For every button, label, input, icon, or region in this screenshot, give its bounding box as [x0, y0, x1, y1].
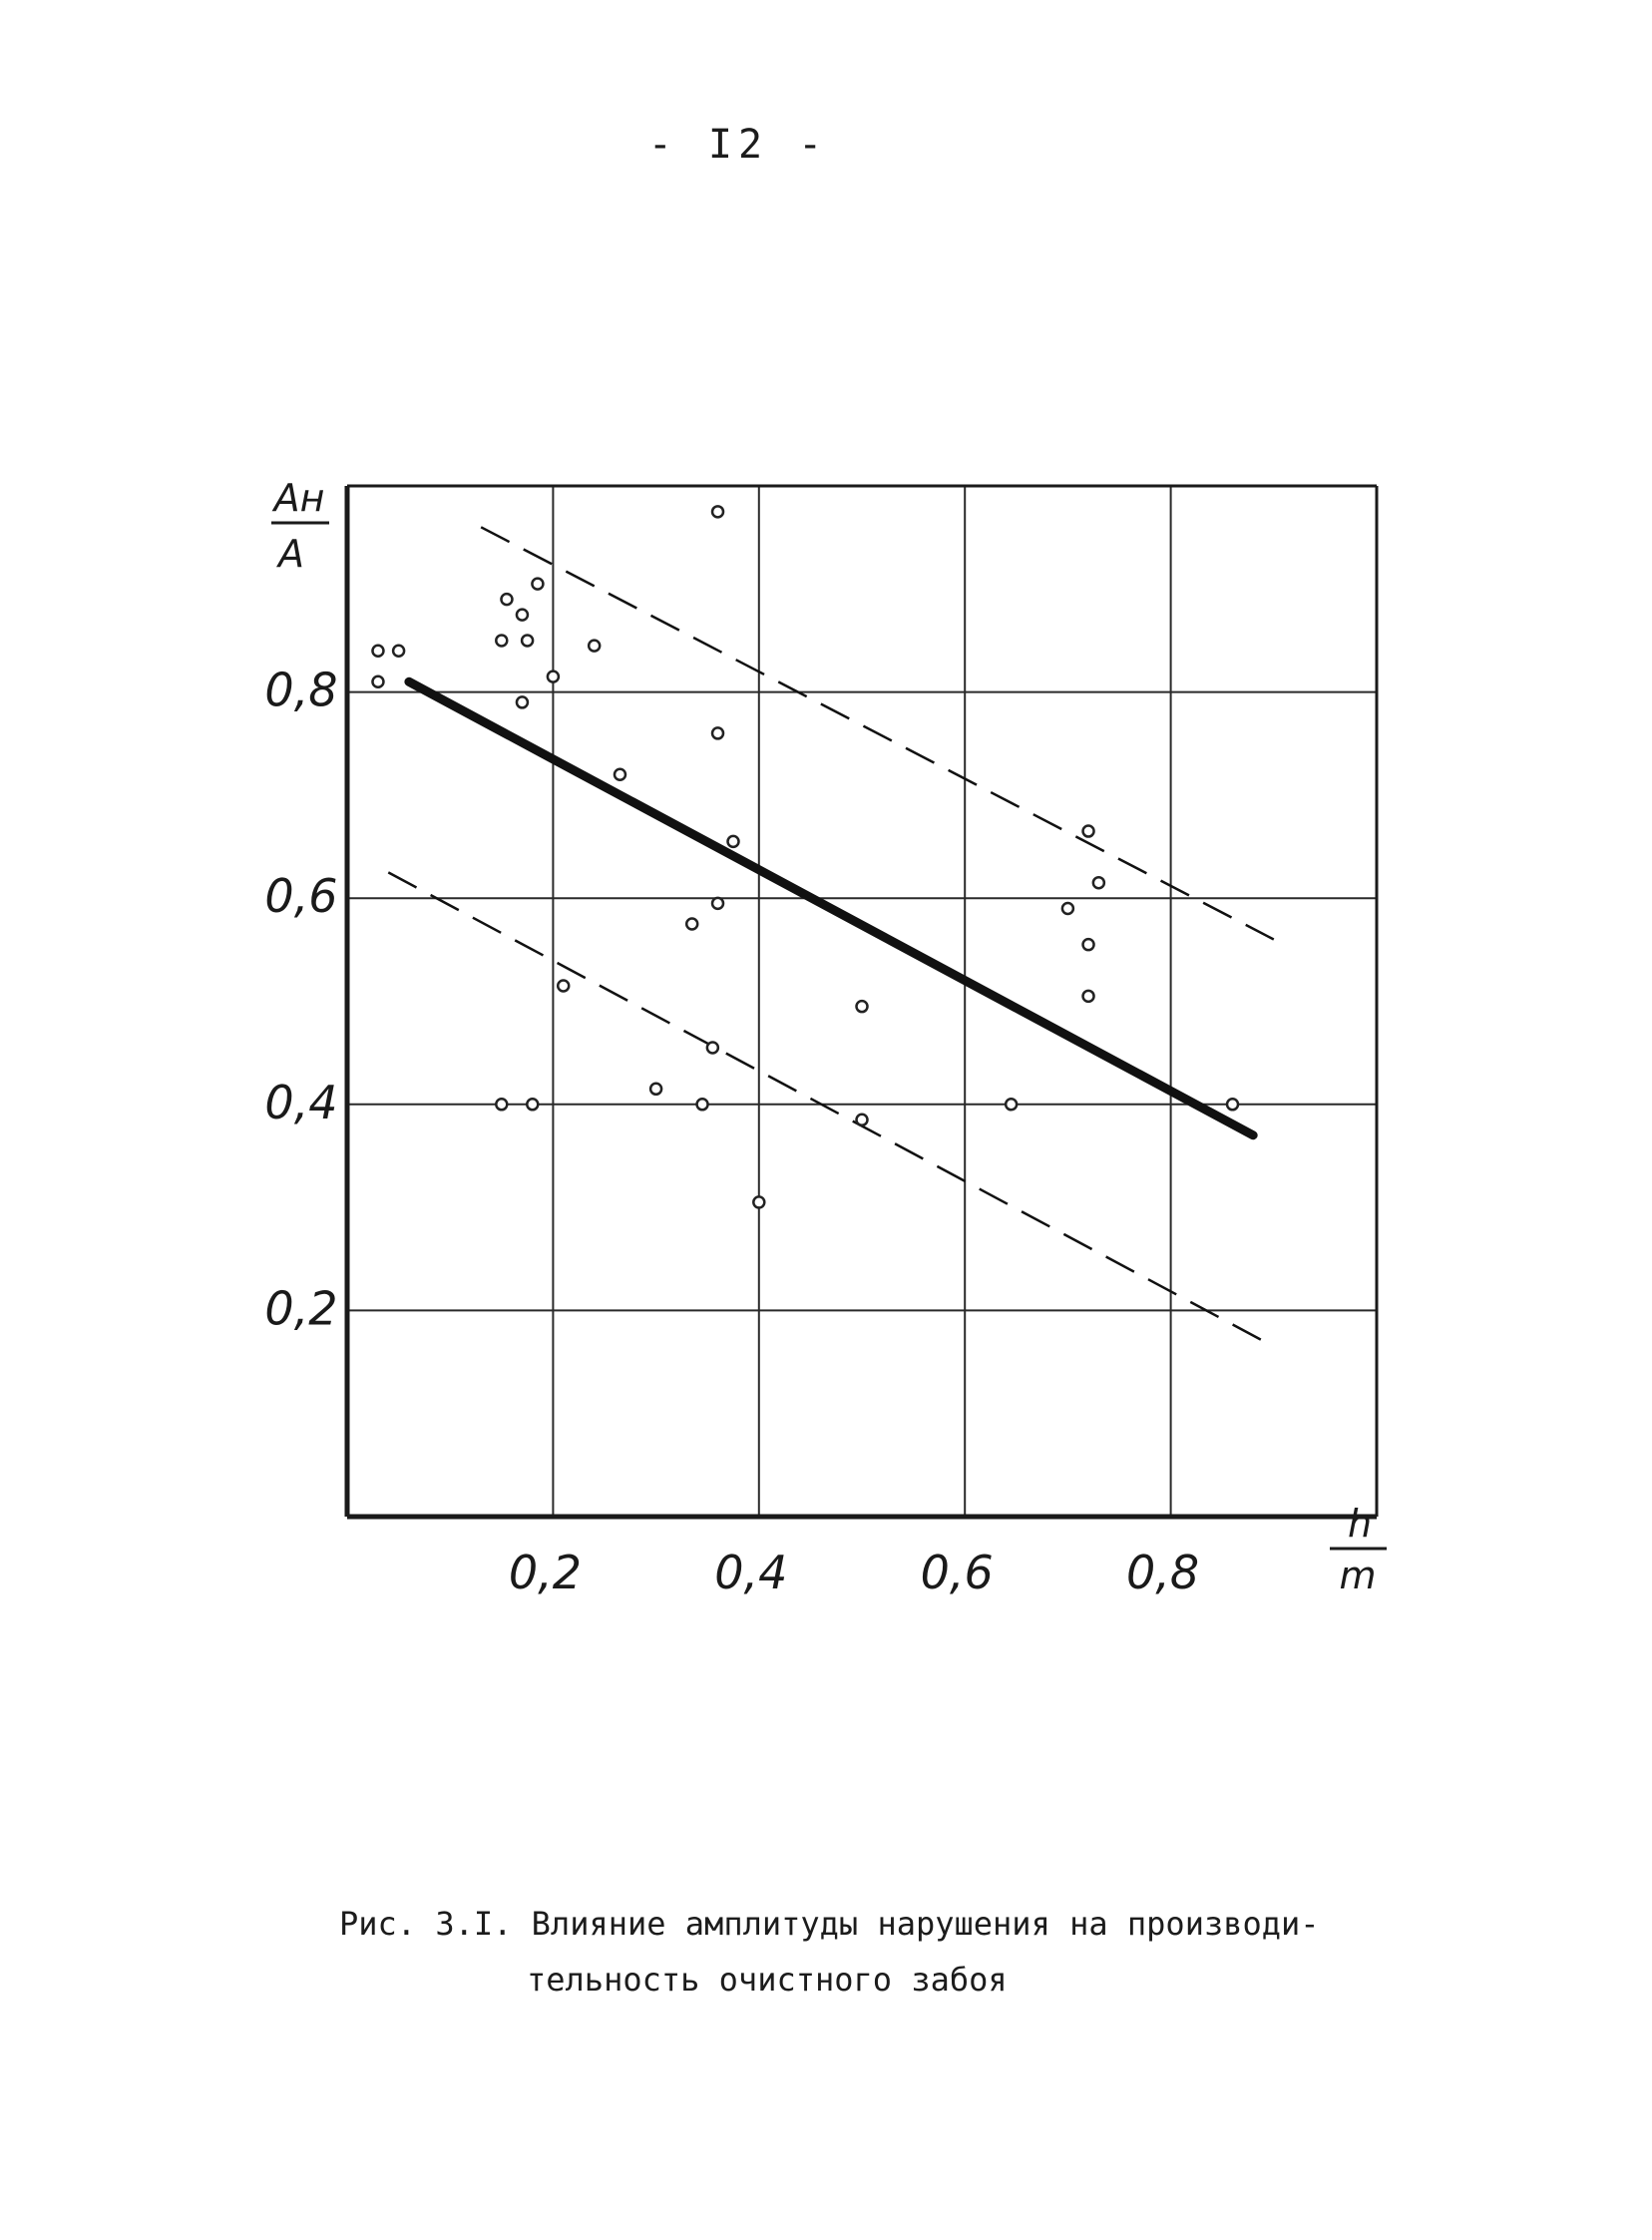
- data-point-1: [393, 646, 404, 657]
- y-axis-label-numerator: Aн: [273, 476, 325, 520]
- x-tick-label-3: 0,8: [1126, 1546, 1200, 1599]
- data-point-10: [589, 641, 600, 652]
- y-axis-label: [271, 476, 329, 576]
- data-point-18: [496, 1099, 507, 1110]
- y-axis-label-denominator: A: [278, 532, 304, 576]
- data-point-3: [496, 635, 507, 646]
- data-points: [372, 506, 1238, 1207]
- trend-lines: [388, 527, 1274, 1346]
- data-point-11: [615, 769, 625, 780]
- x-tick-label-0: 0,2: [508, 1546, 582, 1599]
- data-point-32: [1227, 1099, 1238, 1110]
- data-point-13: [712, 727, 723, 738]
- data-point-31: [1083, 991, 1094, 1002]
- data-point-26: [1006, 1099, 1017, 1110]
- data-point-22: [707, 1042, 718, 1053]
- data-point-16: [686, 919, 697, 930]
- data-point-6: [522, 635, 533, 646]
- y-tick-labels: [264, 664, 337, 1336]
- data-point-20: [650, 1084, 661, 1095]
- data-point-29: [1093, 877, 1104, 888]
- y-tick-label-3: 0,8: [264, 663, 338, 717]
- caption-line-1: Рис. 3.I. Влияние амплитуды нарушения на производи-: [339, 1905, 1320, 1943]
- confidence-line-2: [388, 872, 1274, 1346]
- data-point-21: [697, 1099, 708, 1110]
- data-point-23: [753, 1196, 764, 1207]
- data-point-28: [1083, 826, 1094, 837]
- y-tick-label-1: 0,4: [264, 1075, 338, 1129]
- data-point-19: [527, 1099, 538, 1110]
- page-number: - I2 -: [647, 122, 829, 168]
- data-point-24: [857, 1001, 868, 1012]
- data-point-30: [1083, 939, 1094, 950]
- figure-caption: [339, 1896, 1377, 2008]
- data-point-9: [548, 672, 559, 682]
- data-point-2: [372, 676, 383, 687]
- y-tick-label-0: 0,2: [264, 1281, 338, 1336]
- x-tick-labels: [509, 1546, 1199, 1599]
- data-point-0: [372, 646, 383, 657]
- data-point-14: [728, 836, 739, 847]
- data-point-12: [712, 506, 723, 517]
- data-point-27: [1062, 903, 1073, 914]
- data-point-15: [712, 898, 723, 909]
- data-point-25: [857, 1115, 868, 1125]
- y-tick-label-2: 0,6: [264, 869, 338, 924]
- data-point-8: [517, 696, 528, 707]
- data-point-4: [501, 594, 512, 605]
- data-point-5: [517, 610, 528, 621]
- confidence-line-1: [481, 527, 1274, 939]
- x-axis-label-numerator: h: [1347, 1502, 1373, 1546]
- data-point-17: [558, 981, 569, 992]
- caption-line-2: тельность очистного забоя: [527, 1961, 1008, 1999]
- data-point-7: [532, 579, 543, 590]
- x-tick-label-2: 0,6: [920, 1546, 994, 1599]
- regression-line: [409, 681, 1253, 1135]
- x-tick-label-1: 0,4: [714, 1546, 788, 1599]
- x-axis-label-denominator: m: [1339, 1554, 1377, 1597]
